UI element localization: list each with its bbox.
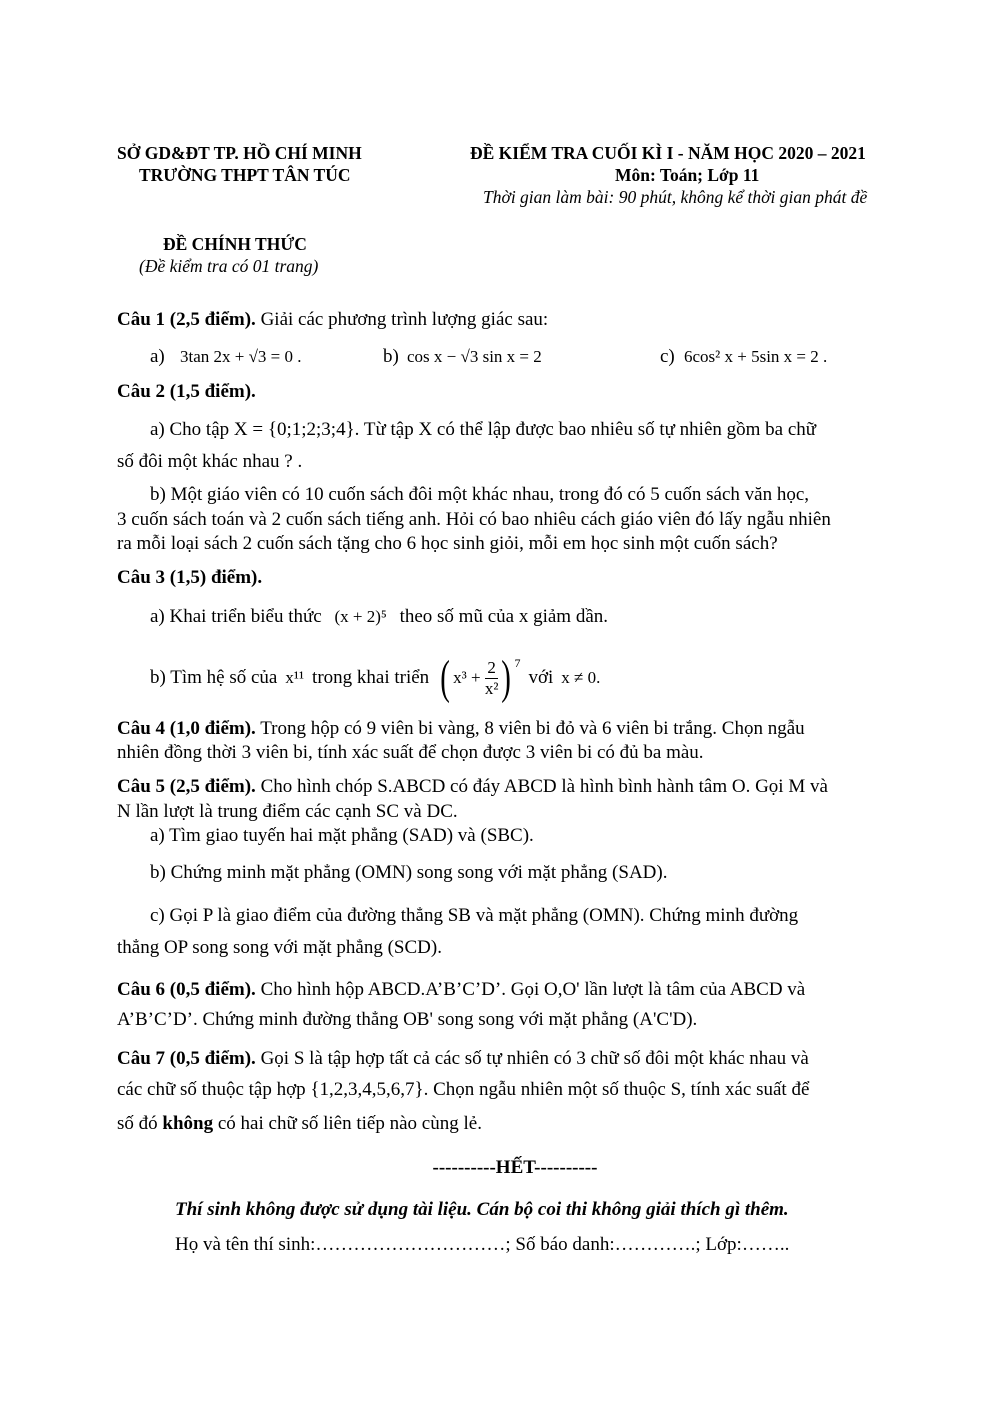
question-1b-label: b)	[383, 346, 399, 367]
question-3b-text3: với	[528, 667, 554, 688]
question-3b-x3: x³ +	[453, 668, 485, 687]
question-5c-line2: thẳng OP song song với mặt phẳng (SCD).	[117, 937, 442, 958]
question-6-line2: A’B’C’D’. Chứng minh đường thẳng OB' song song với mặt phẳng (A'C'D).	[117, 1009, 698, 1030]
question-6-line1: Cho hình hộp ABCD.A’B’C’D’. Gọi O,O' lần lượt là tâm của ABCD và	[255, 979, 806, 1000]
question-3a-text2: theo số mũ của x giảm dần.	[399, 606, 609, 627]
question-2b-line2: 3 cuốn sách toán và 2 cuốn sách tiếng anh. Hỏi có bao nhiêu cách giáo viên đó lấy ngẫu nhiên	[117, 509, 831, 530]
question-1c-expr: 6cos² x + 5sin x = 2 .	[684, 347, 828, 366]
pages-note: (Đề kiểm tra có 01 trang)	[139, 256, 319, 276]
question-3a	[150, 606, 608, 628]
question-3b-fraction	[485, 658, 499, 699]
question-1	[117, 309, 548, 331]
question-3b	[150, 650, 600, 706]
right-paren-icon: )	[501, 651, 512, 704]
question-3b-text2: trong khai triển	[312, 667, 430, 688]
question-5b: b) Chứng minh mặt phẳng (OMN) song song với mặt phẳng (SAD).	[150, 862, 668, 883]
question-7-line3-pre: số đó	[117, 1113, 163, 1134]
fraction-numerator: 2	[485, 658, 499, 679]
question-3-title: Câu 3 (1,5) điểm).	[117, 567, 263, 588]
question-2a-line1: a) Cho tập X = {0;1;2;3;4}. Từ tập X có thể lập được bao nhiêu số tự nhiên gồm ba chữ	[150, 419, 817, 440]
exam-duration: Thời gian làm bài: 90 phút, không kể thời gian phát đề	[483, 187, 868, 207]
question-1a-label: a)	[150, 346, 165, 367]
question-5a: a) Tìm giao tuyến hai mặt phẳng (SAD) và (SBC).	[150, 825, 534, 846]
candidate-note: Thí sinh không được sử dụng tài liệu. Cán bộ coi thi không giải thích gì thêm.	[175, 1199, 789, 1220]
question-7	[117, 1048, 809, 1070]
question-7-line3-post: có hai chữ số liên tiếp nào cùng lẻ.	[213, 1113, 482, 1134]
school-department: SỞ GD&ĐT TP. HỒ CHÍ MINH	[117, 143, 362, 163]
question-2a-line2: số đôi một khác nhau ? .	[117, 451, 303, 472]
question-2b-line1: b) Một giáo viên có 10 cuốn sách đôi một khác nhau, trong đó có 5 cuốn sách văn học,	[150, 484, 810, 505]
question-6	[117, 979, 805, 1001]
left-paren-icon: (	[440, 651, 450, 704]
question-3b-text1: b) Tìm hệ số của	[150, 667, 278, 688]
question-2b-line3: ra mỗi loại sách 2 cuốn sách tặng cho 6 học sinh giỏi, mỗi em học sinh một cuốn sách?	[117, 533, 778, 554]
question-1-title: Câu 1 (2,5 điểm).	[117, 309, 256, 330]
question-2-title: Câu 2 (1,5 điểm).	[117, 381, 256, 402]
question-3a-text1: a) Khai triển biểu thức	[150, 606, 322, 627]
exam-title: ĐỀ KIỂM TRA CUỐI KÌ I - NĂM HỌC 2020 – 2021	[470, 143, 866, 163]
question-5-title: Câu 5 (2,5 điểm).	[117, 776, 256, 797]
question-4-line1: Trong hộp có 9 viên bi vàng, 8 viên bi đỏ và 6 viên bi trắng. Chọn ngẫu	[255, 718, 805, 739]
fraction-denominator: x²	[484, 678, 499, 698]
question-7-line3-bold: không	[162, 1113, 214, 1134]
question-3b-condition: x ≠ 0.	[561, 668, 601, 687]
question-1b-expr: cos x − √3 sin x = 2	[407, 347, 542, 366]
question-4	[117, 718, 805, 740]
end-marker: ----------HẾT----------	[432, 1157, 598, 1178]
question-1-text: Giải các phương trình lượng giác sau:	[255, 309, 549, 330]
question-3b-expansion	[437, 651, 521, 704]
question-1a-expr: 3tan 2x + √3 = 0 .	[180, 347, 302, 366]
question-4-line2: nhiên đồng thời 3 viên bi, tính xác suất để chọn được 3 viên bi có đủ ba màu.	[117, 742, 704, 763]
question-4-title: Câu 4 (1,0 điểm).	[117, 718, 256, 739]
question-7-line2: các chữ số thuộc tập hợp {1,2,3,4,5,6,7}. Chọn ngẫu nhiên một số thuộc S, tính xác suất để	[117, 1079, 810, 1100]
candidate-fields: Họ và tên thí sinh:…………………………; Số báo danh:………….; Lớp:……..	[175, 1234, 790, 1255]
question-5c-line1: c) Gọi P là giao điểm của đường thẳng SB và mặt phẳng (OMN). Chứng minh đường	[150, 905, 799, 926]
question-7-line1: Gọi S là tập hợp tất cả các số tự nhiên có 3 chữ số đôi một khác nhau và	[255, 1048, 809, 1069]
question-5	[117, 776, 828, 798]
official-label: ĐỀ CHÍNH THỨC	[163, 234, 307, 254]
question-5-line1: Cho hình chóp S.ABCD có đáy ABCD là hình bình hành tâm O. Gọi M và	[255, 776, 828, 797]
question-6-title: Câu 6 (0,5 điểm).	[117, 979, 256, 1000]
question-7-line3	[117, 1113, 482, 1135]
question-5-line2: N lần lượt là trung điểm các cạnh SC và DC.	[117, 801, 458, 822]
exponent-7: 7	[514, 656, 521, 670]
exam-subject: Môn: Toán; Lớp 11	[615, 165, 760, 185]
question-7-title: Câu 7 (0,5 điểm).	[117, 1048, 256, 1069]
question-1c-label: c)	[660, 346, 675, 367]
question-3a-expr: (x + 2)⁵	[334, 607, 387, 626]
question-3b-x11: x¹¹	[285, 668, 305, 687]
school-name: TRƯỜNG THPT TÂN TÚC	[139, 165, 351, 185]
